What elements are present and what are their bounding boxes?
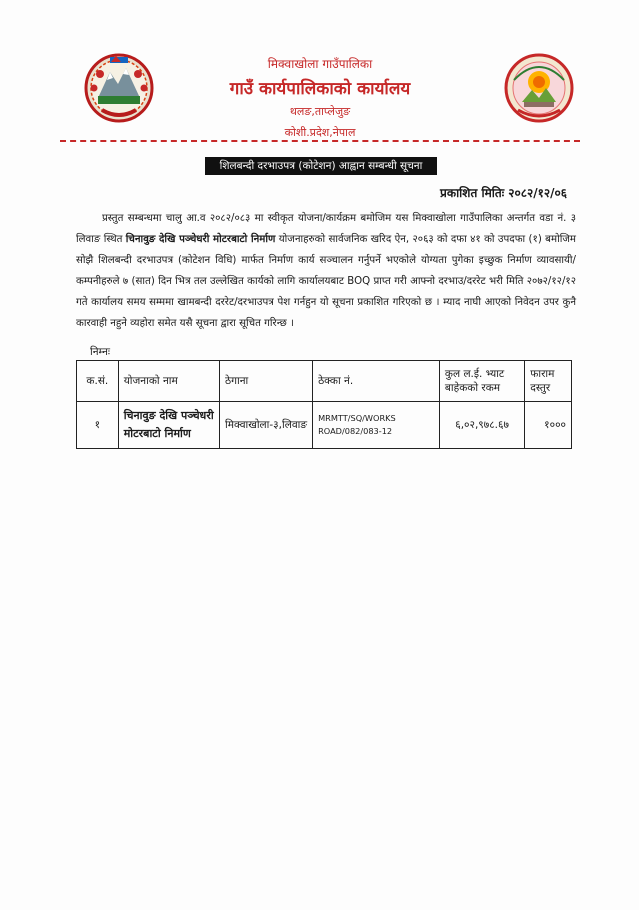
table-header-row (77, 361, 572, 402)
body-text-part1: प्रस्तुत सम्बन्धमा चालु आ.व २०८२/०८३ मा स्वीकृत योजना/कार्यक्रम बमोजिम यस मिक्वाखोला गाउँपालिका अन्तर्गत वडा नं. ३ लिवाङ स्थित (76, 213, 576, 245)
cell-sn: १ (77, 402, 119, 449)
project-name-bold: चिनावुङ देखि पञ्चेधरी मोटरबाटो निर्माण (125, 234, 276, 245)
header-sn: क.सं. (77, 361, 119, 402)
header-project-name: योजनाको नाम (118, 361, 219, 402)
body-text-part2: योजनाहरुको सार्वजनिक खरिद ऐन, २०६३ को दफा ४१ को उपदफा (१) बमोजिम सोझै शिलबन्दी दरभाउपत्र (कोटेशन विधि) मार्फत निर्माण कार्य सञ्चालन गर्नुपर्ने भएकोले योग्यता पुगेका इच्छुक निर्माण व्यावसायी/कम्पनीहरुले ७ (सात) दिन भित्र तल उल्लेखित कार्यको लागि कार्यालयबाट BOQ प्राप्त गरी आफ्नो दरभाउ/दररेट भरी मिति २०७२/१२/१२ गते कार्यालय समय सम्ममा खामबन्दी दररेट/दरभाउपत्र पेश गर्नहुन यो सूचना प्रकाशित गरिएको छ । म्याद नाघी आएको निवेदन उपर कुनै कारवाही नहुने व्यहोरा समेत यसै सूचना द्वारा सूचित गरिन्छ । (76, 234, 576, 329)
office-title: गाउँ कार्यपालिकाको कार्यालय (229, 79, 411, 99)
notice-body (76, 208, 576, 334)
list-label: निम्नः (90, 346, 111, 358)
header-amount: कुल ल.ई. भ्याट बाहेकको रकम (439, 361, 524, 402)
office-location: थलङ,ताप्लेजुङ (289, 105, 351, 118)
header-contract-no: ठेक्का नं. (313, 361, 440, 402)
cell-form-fee: १००० (525, 402, 572, 449)
header-divider (60, 140, 580, 142)
cell-amount: ६,०२,९७८.६७ (439, 402, 524, 449)
municipality-logo-icon (500, 50, 578, 124)
projects-table (76, 360, 572, 449)
cell-location: मिक्वाखोला-३,लिवाङ (219, 402, 312, 449)
office-province: कोशी.प्रदेश,नेपाल (284, 126, 356, 139)
table-row (77, 402, 572, 449)
notice-subject: शिलबन्दी दरभाउपत्र (कोटेशन) आह्वान सम्बन्धी सूचना (205, 157, 437, 175)
header-location: ठेगाना (219, 361, 312, 402)
cell-contract-no: MRMTT/SQ/WORKS ROAD/082/083-12 (313, 402, 440, 449)
nepal-government-emblem-icon (80, 50, 158, 124)
published-date: प्रकाशित मितिः २०८२/१२/०६ (440, 186, 567, 200)
municipality-name: मिक्वाखोला गाउँपालिका (267, 57, 373, 71)
header-form-fee: फाराम दस्तुर (525, 361, 572, 402)
cell-project-name: चिनावुङ देखि पञ्चेधरी मोटरबाटो निर्माण (118, 402, 219, 449)
